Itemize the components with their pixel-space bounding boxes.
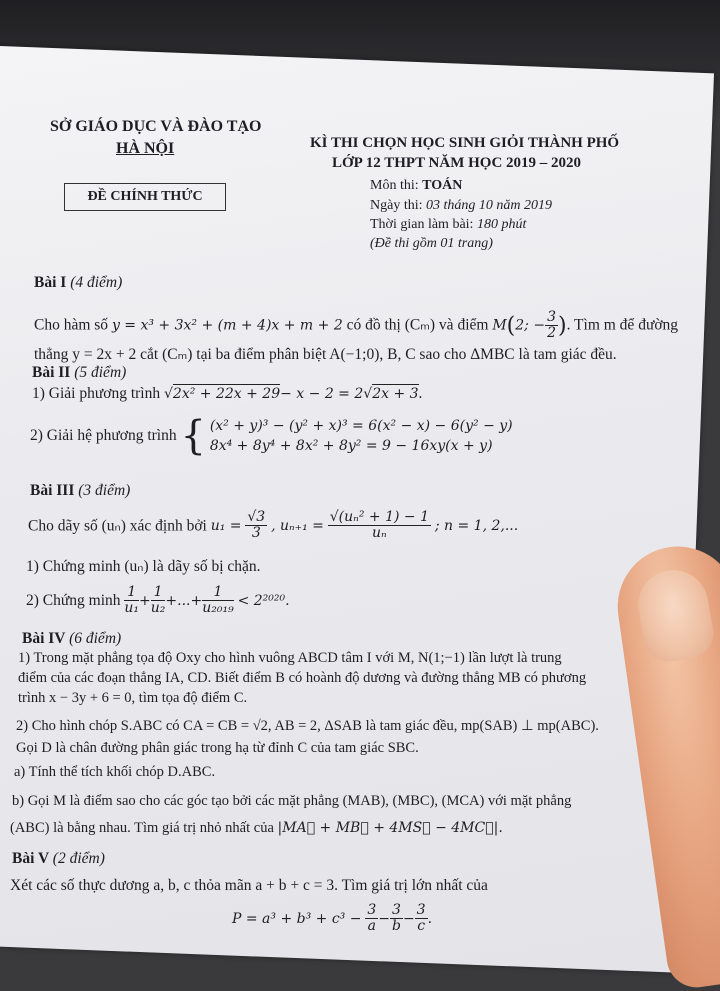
time-label: Thời gian làm bài:: [370, 217, 474, 232]
s5-line-1: Xét các số thực dương a, b, c thỏa mãn a + b + c = 3. Tìm giá trị lớn nhất của: [10, 877, 488, 894]
s5-frac-c-den: c: [417, 918, 426, 935]
s3-q2-frac-2: [151, 585, 166, 617]
s5-expression: [232, 903, 432, 935]
s5-minus-2: −: [402, 910, 415, 927]
section-3-q1: 1) Chứng minh (uₙ) là dãy số bị chặn.: [26, 558, 261, 575]
section-1-points: (4 điểm): [70, 274, 123, 291]
s2-q1-end: .: [418, 385, 423, 402]
s3-q2-frac-2-den: u₂: [150, 600, 166, 617]
exam-grade-year: LỚP 12 THPT NĂM HỌC 2019 – 2020: [332, 155, 582, 171]
s5-frac-c-num: 3: [416, 902, 426, 918]
s3-u1-num: √3: [247, 509, 266, 525]
s1-point-m-x: 2; −: [515, 317, 546, 334]
system-brace: {: [180, 413, 206, 459]
s4-p2-b-text: (ABC) là bằng nhau. Tìm giá trị nhỏ nhất của: [10, 820, 274, 836]
s4-p2-line-2: Gọi D là chân đường phân giác trong hạ từ đỉnh C của tam giác SBC.: [16, 740, 419, 756]
s4-p2-b-line-1: b) Gọi M là điểm sao cho các góc tạo bởi các mặt phẳng (MAB), (MBC), (MCA) với mặt phẳng: [12, 793, 572, 809]
s2-q1-sqrt-1: √2x² + 22x + 29: [163, 386, 281, 402]
section-3-title: Bài III: [30, 482, 75, 499]
s4-p1-line-1: 1) Trong mặt phẳng tọa độ Oxy cho hình vuông ABCD tâm I với M, N(1;−1) lần lượt là trung: [18, 650, 562, 666]
section-3-heading: [30, 482, 130, 500]
s1-paren-open: (: [506, 313, 516, 339]
s5-frac-b: [390, 903, 403, 935]
s1-text-post: . Tìm m để đường: [566, 316, 679, 334]
date-value: 03 tháng 10 năm 2019: [426, 198, 552, 213]
s4-p1-line-3: trình x − 3y + 6 = 0, tìm tọa độ điểm C.: [18, 690, 248, 706]
section-2-points: (5 điểm): [74, 364, 127, 381]
section-1-heading: [34, 274, 122, 292]
s5-frac-b-num: 3: [392, 902, 401, 918]
s3-q2-frac-1-num: 1: [124, 585, 139, 601]
section-4-points: (6 điểm): [69, 630, 122, 647]
section-2-heading: [32, 364, 126, 382]
s3-q2-frac-2-num: 1: [151, 585, 166, 601]
department-name: SỞ GIÁO DỤC VÀ ĐÀO TẠO: [50, 118, 262, 135]
s4-p2-b-expression: |MA⃗ + MB⃗ + 4MS⃗ − 4MC⃗|.: [277, 820, 503, 836]
s3-q2-text: 2) Chứng minh: [26, 591, 121, 609]
section-3-sequence: [28, 510, 518, 542]
s2-q1-mid: − x − 2 = 2: [280, 386, 364, 402]
s3-un-fraction: [328, 510, 431, 542]
section-5-title: Bài V: [12, 850, 49, 867]
subject-value: TOÁN: [422, 178, 463, 193]
s4-p2-b-line-2: [10, 820, 503, 837]
s1-point-m: M: [492, 317, 507, 334]
s4-p1-line-2: điểm của các đoạn thẳng IA, CD. Biết điểm B có hoành độ dương và đường thẳng MB có phương: [18, 670, 587, 686]
time-line: [370, 217, 526, 233]
s3-q2-frac-1-den: u₁: [124, 600, 140, 617]
s5-frac-a-num: 3: [367, 902, 377, 918]
s5-end: .: [427, 910, 433, 927]
s5-frac-b-den: b: [391, 918, 401, 935]
s2-q1-radicand-2: 2x + 3: [372, 386, 419, 402]
section-5-points: (2 điểm): [52, 850, 105, 867]
s3-intro: Cho dãy số (uₙ) xác định bởi: [28, 517, 207, 535]
s3-un-lhs: , uₙ₊₁ =: [271, 517, 324, 534]
s5-frac-a-den: a: [367, 918, 376, 935]
s3-q2-rhs: < 2²⁰²⁰.: [237, 592, 290, 609]
s2-q2-system: [210, 418, 513, 454]
s4-p2-a: a) Tính thể tích khối chóp D.ABC.: [14, 764, 216, 780]
s3-u1-den: 3: [251, 525, 261, 542]
section-4-title: Bài IV: [22, 630, 66, 647]
s3-un-tail: ; n = 1, 2,...: [434, 517, 519, 534]
s2-q1-sqrt-2: √2x + 3: [363, 386, 419, 402]
s3-q2-frac-3: [202, 585, 233, 617]
date-line: [370, 198, 552, 214]
s5-frac-c: [415, 903, 428, 935]
s2-q2-equation-1: (x² + y)³ − (y² + x)³ = 6(x² − x) − 6(y² − y): [209, 418, 513, 434]
s2-q2-text: 2) Giải hệ phương trình: [30, 427, 177, 444]
s2-q1-radicand-1: 2x² + 22x + 29: [172, 386, 281, 402]
time-value: 180 phút: [476, 217, 527, 232]
s1-fraction-num: 3: [547, 309, 556, 325]
s5-minus-1: −: [378, 910, 391, 927]
section-5-heading: [12, 850, 105, 868]
s5-expr-pre: P = a³ + b³ + c³ −: [232, 910, 362, 927]
s4-p2-line-1: 2) Cho hình chóp S.ABC có CA = CB = √2, AB = 2, ΔSAB là tam giác đều, mp(SAB) ⊥ mp(ABC).: [16, 718, 599, 734]
s1-function: y = x³ + 3x² + (m + 4)x + m + 2: [111, 317, 343, 334]
s3-u1-lhs: u₁ =: [210, 517, 242, 534]
official-badge: ĐỀ CHÍNH THỨC: [64, 183, 226, 211]
department-city: HÀ NỘI: [116, 140, 175, 157]
s3-q2-dots: +...+: [165, 592, 203, 609]
s3-q2-plus: +: [139, 592, 151, 609]
section-2-title: Bài II: [32, 364, 71, 381]
section-3-q2: [26, 585, 290, 617]
s3-u1-fraction: [245, 510, 267, 542]
s3-q2-frac-1: [124, 585, 139, 617]
exam-title: KÌ THI CHỌN HỌC SINH GIỎI THÀNH PHỐ: [310, 135, 620, 151]
s1-fraction-den: 2: [547, 325, 556, 342]
s1-paren-close: ): [557, 313, 567, 339]
section-2-q1: [32, 385, 422, 403]
section-3-points: (3 điểm): [78, 482, 131, 499]
s2-q1-text: 1) Giải phương trình: [32, 385, 161, 402]
subject-label: Môn thi:: [370, 178, 419, 193]
s3-un-num: √(uₙ² + 1) − 1: [329, 509, 429, 525]
subject-line: [370, 178, 462, 194]
pages-note: (Đề thi gồm 01 trang): [370, 236, 493, 251]
section-1-line-1: [34, 310, 678, 342]
s1-text-mid: có đồ thị (Cₘ) và điểm: [346, 316, 489, 334]
s3-un-den: uₙ: [372, 525, 387, 542]
section-1-title: Bài I: [34, 274, 67, 291]
s2-q2-equation-2: 8x⁴ + 8y⁴ + 8x² + 8y² = 9 − 16xy(x + y): [209, 438, 493, 454]
s3-q2-frac-3-num: 1: [202, 585, 233, 601]
s5-frac-a: [365, 903, 378, 935]
s1-fraction: [545, 310, 558, 342]
s1-text-pre: Cho hàm số: [34, 316, 109, 334]
date-label: Ngày thi:: [370, 198, 423, 213]
s3-q2-frac-3-den: u₂₀₁₉: [202, 600, 234, 617]
section-1-line-2: thẳng y = 2x + 2 cắt (Cₘ) tại ba điểm phân biệt A(−1;0), B, C sao cho ΔMBC là tam giác đều.: [34, 346, 617, 363]
section-2-q2: [30, 413, 513, 459]
section-4-heading: [22, 630, 121, 648]
